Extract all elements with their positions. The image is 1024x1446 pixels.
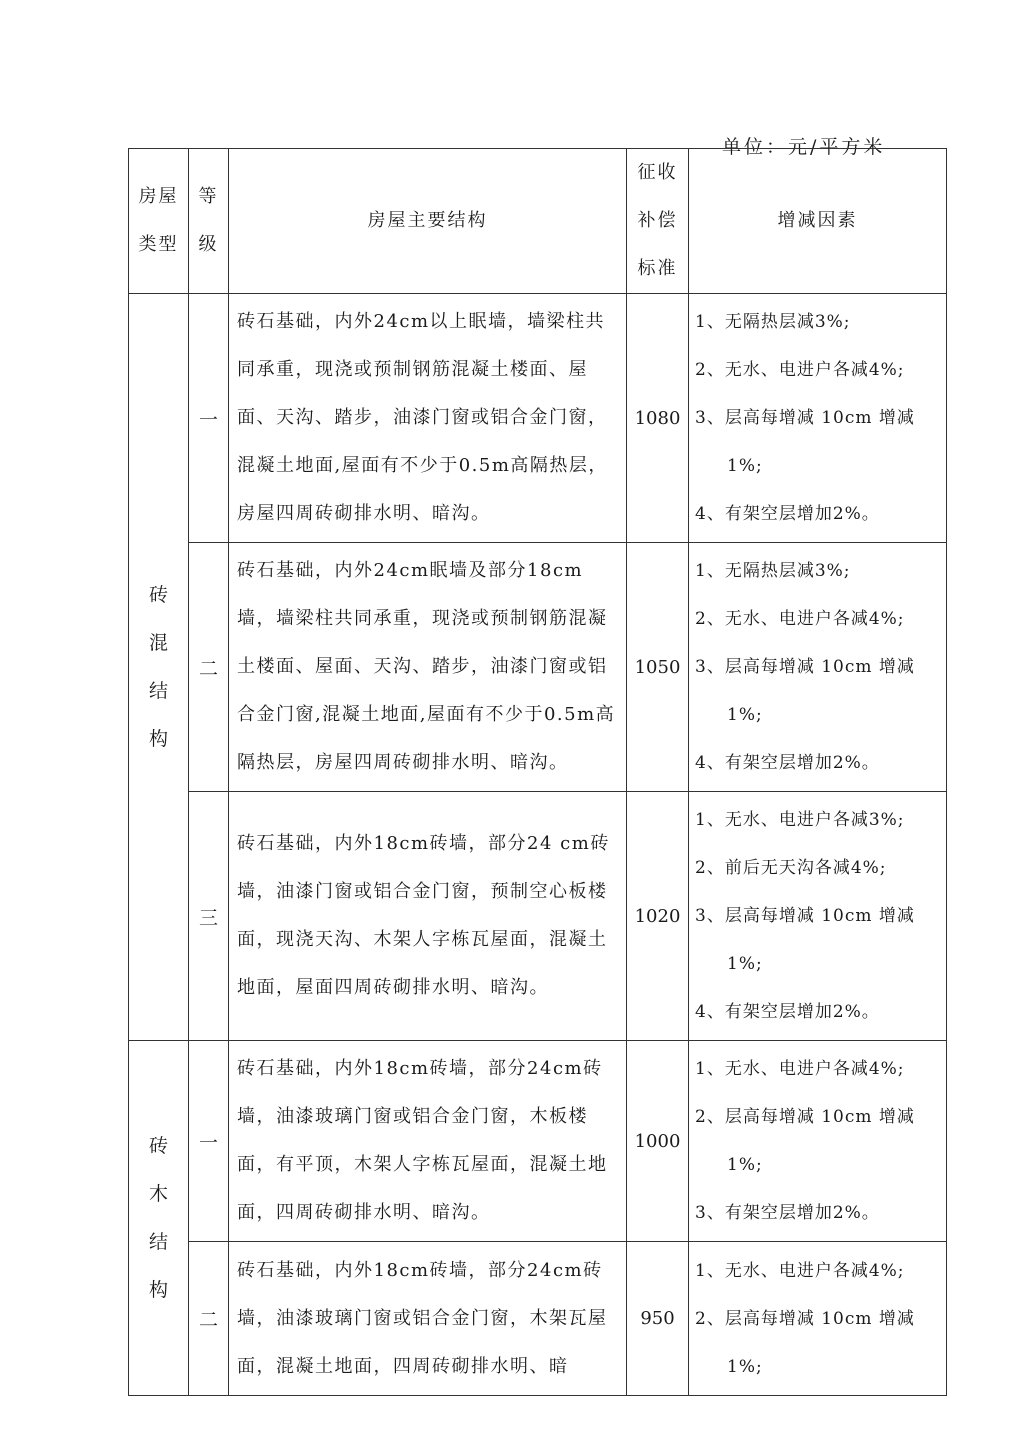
type-char: 结 — [148, 1231, 168, 1253]
factor-item: 2、前后无天沟各减4%; — [695, 858, 887, 878]
header-grade-line2: 级 — [198, 234, 219, 255]
price-cell: 1050 — [627, 543, 689, 792]
factor-item: 2、无水、电进户各减4%; — [695, 609, 905, 629]
header-price — [627, 149, 689, 294]
type-char: 木 — [148, 1183, 168, 1205]
structure-cell: 砖石基础，内外18cm砖墙，部分24cm砖墙，油漆玻璃门窗或铝合金门窗，木架瓦屋面，混凝土地面，四周砖砌排水明、暗 — [229, 1242, 627, 1396]
factor-item-continued: 1%; — [727, 954, 763, 974]
structure-cell: 砖石基础，内外18cm砖墙，部分24cm砖墙，油漆玻璃门窗或铝合金门窗，木板楼面，有平顶，木架人字栋瓦屋面，混凝土地面，四周砖砌排水明、暗沟。 — [229, 1041, 627, 1242]
factor-item-continued: 1%; — [727, 1155, 763, 1175]
factors-cell — [689, 1041, 947, 1242]
factor-item-continued: 1%; — [727, 456, 763, 476]
factor-item: 1、无水、电进户各减4%; — [695, 1059, 905, 1079]
header-structure: 房屋主要结构 — [229, 149, 627, 294]
type-vertical-text — [147, 571, 171, 763]
header-type-line1: 房屋 — [138, 186, 179, 207]
header-type — [129, 149, 189, 294]
grade-cell: 一 — [189, 294, 229, 543]
table-row — [129, 294, 947, 543]
header-row — [129, 149, 947, 294]
factor-item: 3、层高每增减 10cm 增减 — [695, 408, 915, 428]
factor-item: 4、有架空层增加2%。 — [695, 504, 880, 524]
type-char: 砖 — [148, 1135, 168, 1157]
factors-cell — [689, 294, 947, 543]
grade-cell: 三 — [189, 792, 229, 1041]
factor-item: 2、层高每增减 10cm 增减 — [695, 1308, 915, 1329]
type-char: 构 — [148, 1279, 168, 1301]
factor-item-continued: 1%; — [727, 1356, 763, 1377]
structure-cell: 砖石基础，内外18cm砖墙，部分24 cm砖墙，油漆门窗或铝合金门窗，预制空心板楼面，现浇天沟、木架人字栋瓦屋面，混凝土地面，屋面四周砖砌排水明、暗沟。 — [229, 792, 627, 1041]
factor-item: 1、无隔热层减3%; — [695, 312, 851, 332]
table-row — [129, 543, 947, 792]
factor-item: 1、无隔热层减3%; — [695, 561, 851, 581]
type-cell-brick-concrete — [129, 294, 189, 1041]
factor-item: 3、层高每增减 10cm 增减 — [695, 657, 915, 677]
factor-item: 3、有架空层增加2%。 — [695, 1203, 880, 1223]
type-char: 构 — [148, 728, 168, 750]
factor-item: 4、有架空层增加2%。 — [695, 753, 880, 773]
grade-cell: 二 — [189, 543, 229, 792]
header-type-line2: 类型 — [138, 234, 179, 255]
price-cell: 1080 — [627, 294, 689, 543]
type-char: 结 — [148, 680, 168, 702]
factor-item: 2、层高每增减 10cm 增减 — [695, 1107, 915, 1127]
unit-label: 单位：元/平方米 — [722, 136, 886, 158]
factor-item: 2、无水、电进户各减4%; — [695, 360, 905, 380]
type-cell-brick-wood — [129, 1041, 189, 1396]
type-vertical-text — [147, 1122, 171, 1314]
price-cell: 1000 — [627, 1041, 689, 1242]
structure-cell: 砖石基础，内外24cm以上眠墙，墙梁柱共同承重，现浇或预制钢筋混凝土楼面、屋面、天沟、踏步，油漆门窗或铝合金门窗，混凝土地面,屋面有不少于0.5m高隔热层，房屋四周砖砌排水明、暗沟。 — [229, 294, 627, 543]
header-price-line3: 标准 — [637, 258, 678, 279]
header-price-line2: 补偿 — [637, 210, 678, 231]
factor-item: 4、有架空层增加2%。 — [695, 1002, 880, 1022]
header-grade — [189, 149, 229, 294]
header-factors: 增减因素 — [689, 149, 947, 294]
factor-item-continued: 1%; — [727, 705, 763, 725]
header-grade-line1: 等 — [198, 186, 219, 207]
factor-item: 1、无水、电进户各减3%; — [695, 810, 905, 830]
structure-cell: 砖石基础，内外24cm眠墙及部分18cm墙，墙梁柱共同承重，现浇或预制钢筋混凝土楼面、屋面、天沟、踏步，油漆门窗或铝合金门窗,混凝土地面,屋面有不少于0.5m高隔热层，房屋四周砖砌排水明、暗沟。 — [229, 543, 627, 792]
grade-cell: 一 — [189, 1041, 229, 1242]
type-char: 砖 — [148, 584, 168, 606]
factor-item: 3、层高每增减 10cm 增减 — [695, 906, 915, 926]
header-price-line1: 征收 — [637, 162, 678, 183]
type-char: 混 — [148, 632, 168, 654]
table-row — [129, 792, 947, 1041]
grade-cell: 二 — [189, 1242, 229, 1396]
table-row — [129, 1242, 947, 1396]
price-cell: 1020 — [627, 792, 689, 1041]
factors-cell — [689, 543, 947, 792]
factors-cell — [689, 1242, 947, 1396]
table-row — [129, 1041, 947, 1242]
factor-item: 1、无水、电进户各减4%; — [695, 1260, 905, 1281]
compensation-table — [128, 148, 947, 1396]
price-cell: 950 — [627, 1242, 689, 1396]
factors-cell — [689, 792, 947, 1041]
